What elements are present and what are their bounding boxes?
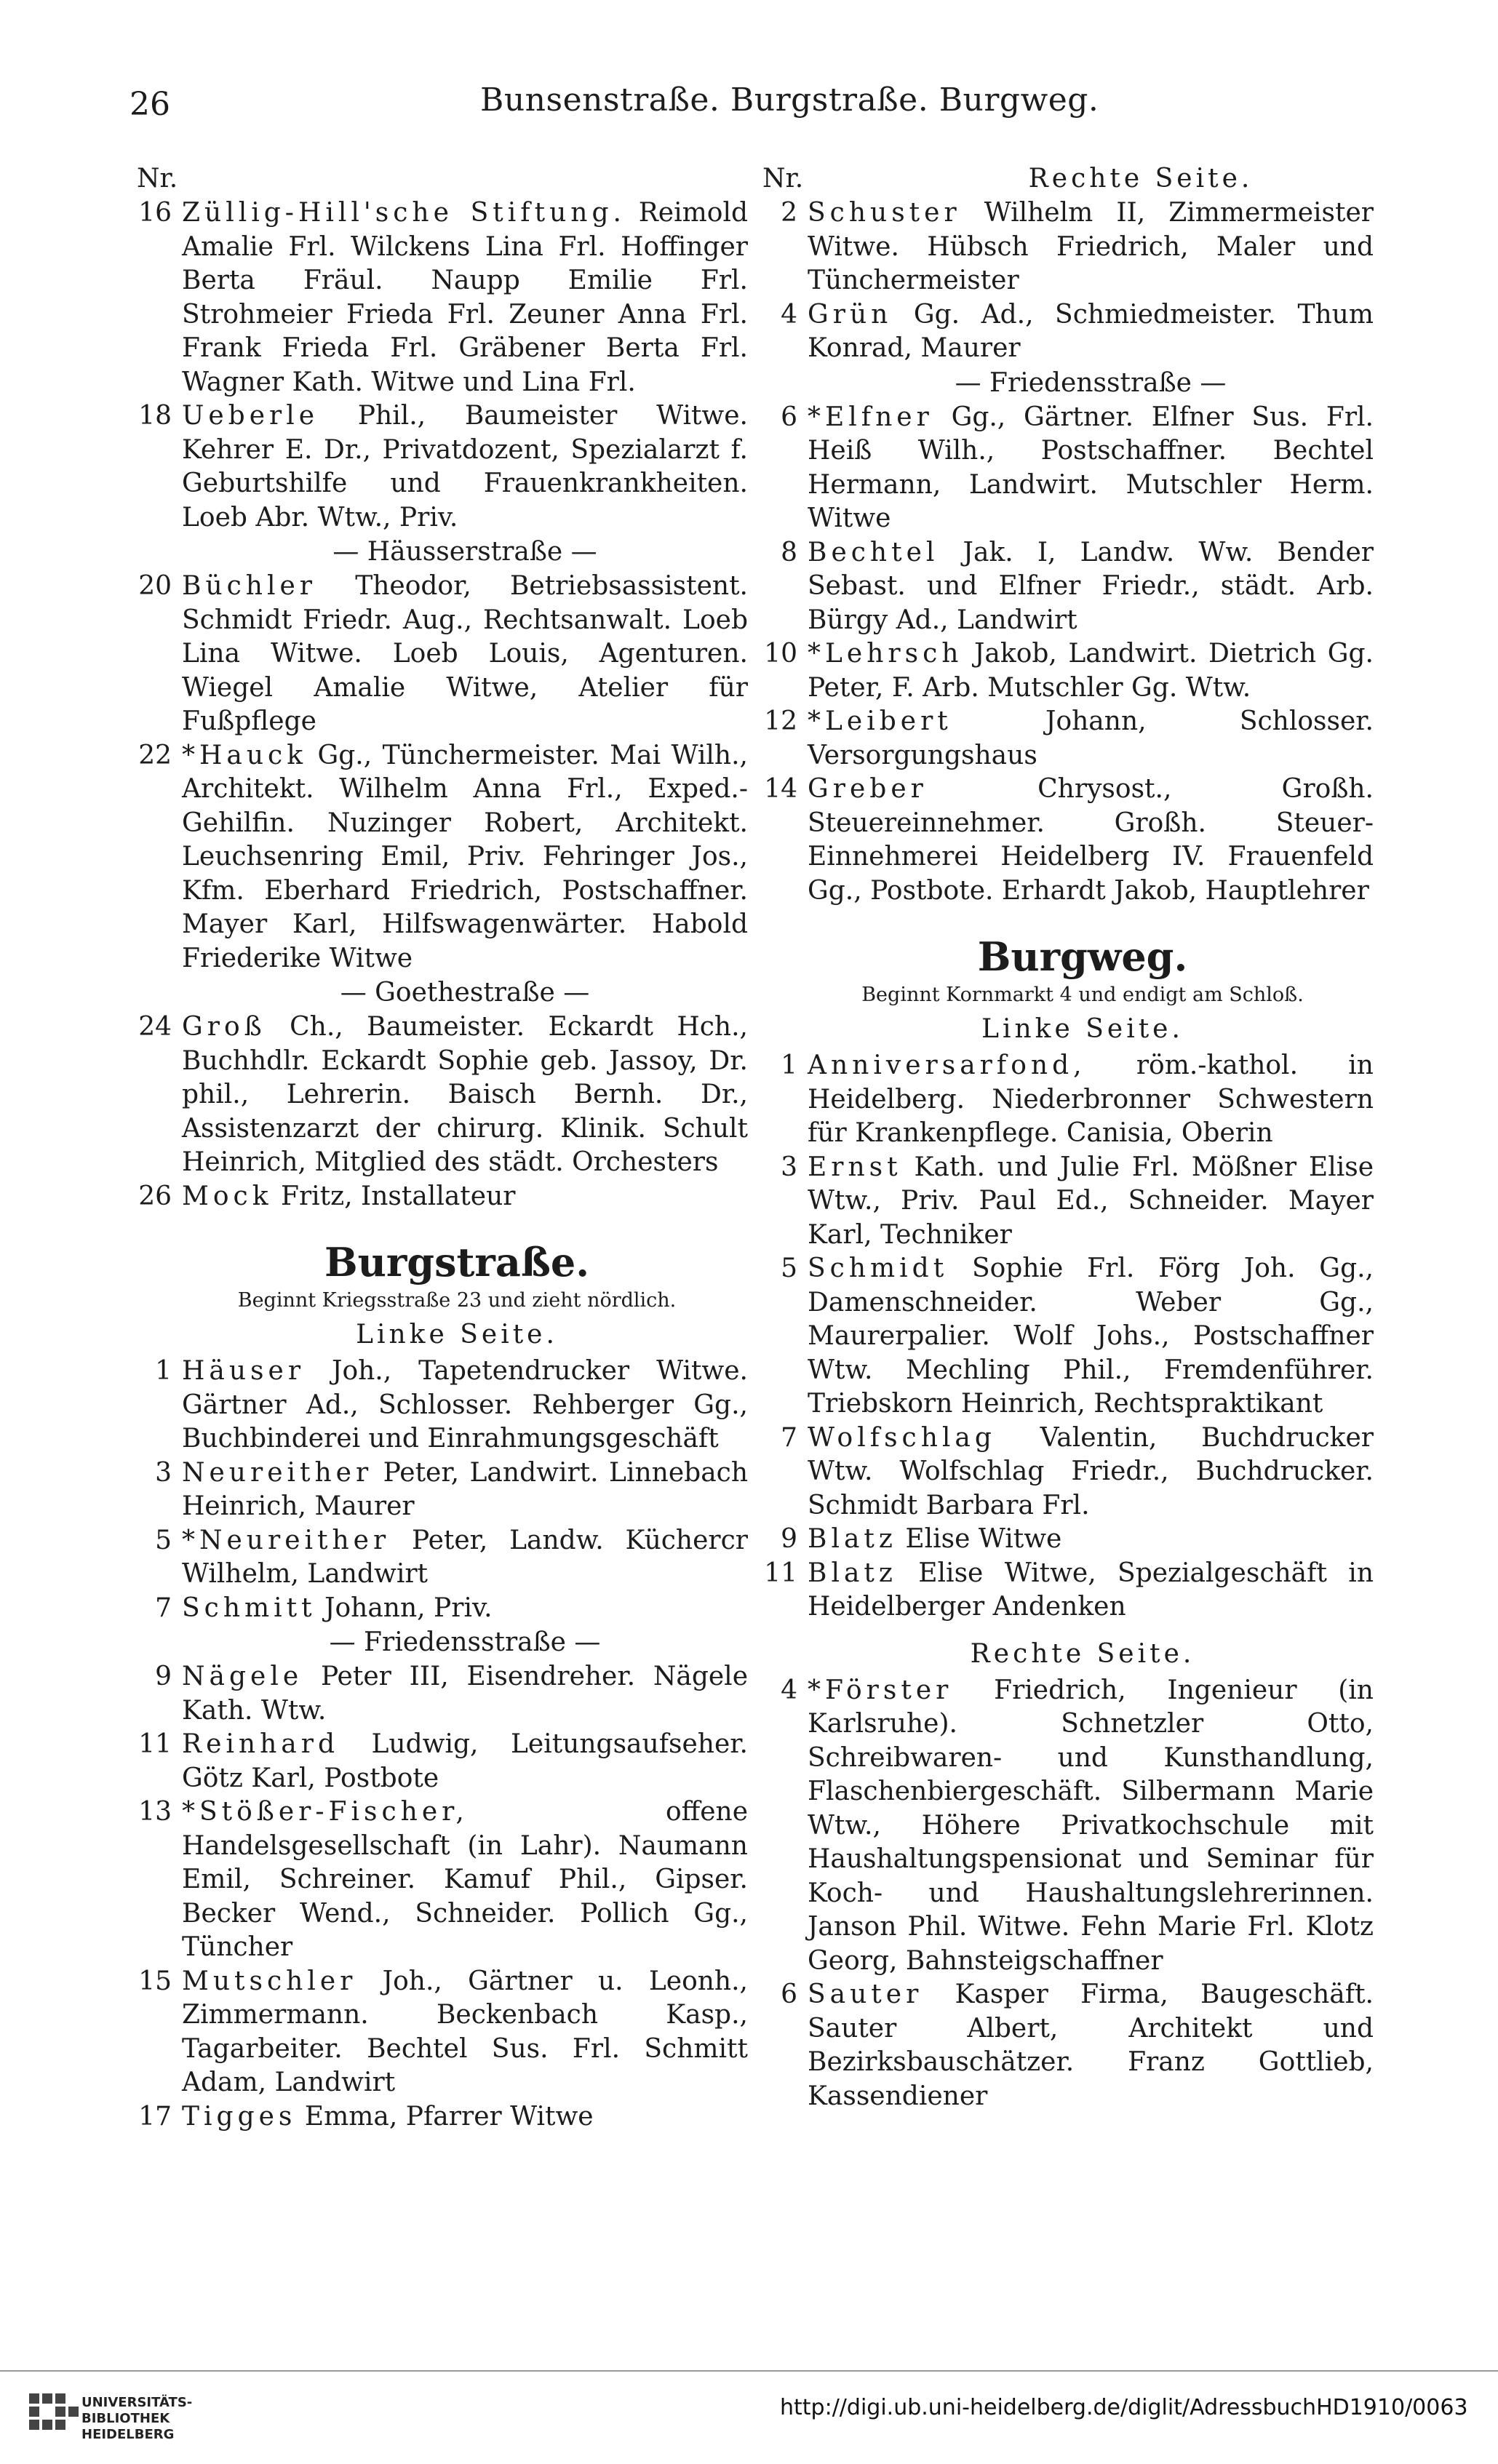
resident-details: Wilhelm II, Zimmermeister Witwe. Hübsch Friedrich, Maler und Tünchermeister: [808, 198, 1374, 295]
resident-details: Valentin, Buchdrucker Wtw. Wolfschlag Friedr., Buchdrucker. Schmidt Barbara Frl.: [808, 1422, 1374, 1520]
resident-name: *Stößer-Fischer,: [182, 1797, 469, 1827]
address-entry: [762, 1049, 1374, 1151]
resident-name: Tigges: [182, 2101, 297, 2132]
house-number: 5: [155, 1525, 172, 1555]
resident-details: Phil., Baumeister Witwe. Kehrer E. Dr., Privatdozent, Spezialarzt f. Geburtshilfe und Frauenkrankheiten. Loeb Abr. Wtw., Priv.: [182, 401, 748, 533]
street-title: Burgweg.: [977, 933, 1188, 980]
resident-name: Grün: [808, 299, 893, 330]
resident-details: Gg., Gärtner. Elfner Sus. Frl. Heiß Wilh., Postschaffner. Bechtel Hermann, Landwirt. Mutschler Herm. Witwe: [808, 402, 1374, 533]
resident-details: Peter, Landwirt. Linnebach Heinrich, Maurer: [182, 1457, 748, 1521]
entry-group: [762, 1674, 1374, 2114]
resident-name: *Hauck: [182, 740, 308, 770]
house-number: 18: [138, 401, 172, 431]
entry-group: [137, 1010, 748, 1213]
entry-group: [137, 1660, 748, 2134]
side-header: Rechte Seite.: [1028, 164, 1254, 194]
resident-details: Peter, Landw. Küchercr Wilhelm, Landwirt: [182, 1525, 748, 1589]
address-entry: [762, 298, 1374, 366]
address-entry: [762, 705, 1374, 773]
resident-details: Ludwig, Leitungsaufseher. Götz Karl, Postbote: [182, 1729, 748, 1793]
address-entry: [762, 1674, 1374, 1979]
resident-name: Mock: [182, 1181, 273, 1211]
nr-label: Nr.: [762, 164, 804, 194]
resident-name: *Lehrsch: [808, 639, 963, 669]
address-entry: [137, 1180, 748, 1214]
resident-name: Neureither: [182, 1457, 373, 1488]
resident-name: Blatz: [808, 1558, 897, 1588]
resident-details: Elise Witwe: [905, 1524, 1062, 1554]
library-name: [81, 2395, 192, 2443]
address-entry: [137, 1524, 748, 1592]
house-number: 24: [138, 1012, 172, 1042]
house-number: 9: [781, 1524, 797, 1554]
resident-name: Sauter: [808, 1979, 923, 2009]
house-number: 1: [781, 1050, 797, 1080]
resident-details: Elise Witwe, Spezialgeschäft in Heidelberger Andenken: [808, 1558, 1374, 1622]
resident-name: *Leibert: [808, 706, 952, 736]
footer-rule: [0, 2370, 1498, 2372]
resident-name: Schmidt: [808, 1253, 949, 1283]
resident-details: Friedrich, Ingenieur (in Karlsruhe). Schnetzler Otto, Schreibwaren- und Kunsthandlung, Flaschenbiergeschäft. Silbermann Marie Wtw., Höhere Privatkochschule mit Haushaltungspensionat und Seminar für Koch- und Haushaltungslehrerinnen. Janson Phil. Witwe. Fehn Marie Frl. Klotz Georg, Bahnsteigschaffner: [808, 1675, 1374, 1976]
address-entry: [762, 1557, 1374, 1624]
address-entry: [762, 401, 1374, 536]
address-entry: [762, 773, 1374, 908]
resident-name: Reinhard: [182, 1729, 340, 1759]
entry-group: [762, 1049, 1374, 1624]
resident-details: Joh., Tapetendrucker Witwe. Gärtner Ad., Schlosser. Rehberger Gg., Buchbinderei und Einrahmungsgeschäft: [182, 1356, 748, 1454]
resident-name: Ernst: [808, 1152, 902, 1182]
resident-details: Theodor, Betriebsassistent. Schmidt Friedr. Aug., Rechtsanwalt. Loeb Lina Witwe. Loeb Louis, Agenturen. Wiegel Amalie Witwe, Atelier für Fußpflege: [182, 571, 748, 736]
resident-details: offene Handelsgesellschaft (in Lahr). Naumann Emil, Schreiner. Kamuf Phil., Gipser. Becker Wend., Schneider. Pollich Gg., Tüncher: [182, 1797, 748, 1962]
resident-name: *Neureither: [182, 1525, 391, 1555]
resident-details: Chrysost., Großh. Steuereinnehmer. Großh. Steuer-Einnehmerei Heidelberg IV. Frauenfeld Gg., Postbote. Erhardt Jakob, Hauptlehrer: [808, 774, 1374, 906]
house-number: 11: [764, 1558, 797, 1588]
right-column: [762, 162, 1374, 2113]
resident-details: Kasper Firma, Baugeschäft. Sauter Albert, Architekt und Bezirksbauschätzer. Franz Gottlieb, Kassendiener: [808, 1979, 1374, 2111]
house-number: 8: [781, 537, 797, 567]
address-entry: [762, 1422, 1374, 1523]
house-number: 2: [781, 198, 797, 228]
library-name-line: UNIVERSITÄTS-: [81, 2395, 193, 2410]
address-entry: [137, 1592, 748, 1626]
resident-details: Johann, Schlosser. Versorgungshaus: [808, 706, 1374, 770]
house-number: 3: [781, 1152, 797, 1182]
address-entry: [137, 739, 748, 976]
entry-group: [137, 196, 748, 535]
house-number: 14: [764, 774, 797, 804]
address-entry: [762, 637, 1374, 705]
house-number: 6: [781, 402, 797, 432]
resident-details: Reimold Amalie Frl. Wilckens Lina Frl. Hoffinger Berta Fräul. Naupp Emilie Frl. Strohmeier Frieda Frl. Zeuner Anna Frl. Frank Frieda Frl. Gräbener Berta Frl. Wagner Kath. Witwe und Lina Frl.: [182, 198, 748, 397]
running-header: Bunsenstraße. Burgstraße. Burgweg.: [480, 81, 1099, 119]
address-entry: [137, 2100, 748, 2134]
entry-group: [137, 1355, 748, 1625]
resident-details: röm.-kathol. in Heidelberg. Niederbronner Schwestern für Krankenpflege. Canisia, Oberin: [808, 1050, 1374, 1148]
cross-street: — Friedensstraße —: [955, 367, 1227, 398]
resident-details: Gg. Ad., Schmiedmeister. Thum Konrad, Maurer: [808, 299, 1374, 363]
library-name-line: BIBLIOTHEK: [81, 2411, 170, 2426]
library-name-line: HEIDELBERG: [81, 2427, 175, 2442]
address-entry: [762, 1978, 1374, 2113]
house-number: 7: [781, 1422, 797, 1453]
resident-name: Blatz: [808, 1524, 897, 1554]
address-entry: [137, 1728, 748, 1795]
address-entry: [137, 1795, 748, 1965]
street-title: Burgstraße.: [324, 1239, 590, 1285]
address-entry: [762, 1151, 1374, 1253]
resident-details: Fritz, Installateur: [280, 1181, 516, 1211]
address-entry: [762, 1252, 1374, 1422]
address-entry: [137, 570, 748, 739]
resident-name: *Elfner: [808, 402, 933, 432]
entry-group: [137, 570, 748, 976]
house-number: 1: [155, 1356, 172, 1386]
cross-street: — Goethestraße —: [340, 978, 590, 1008]
house-number: 20: [138, 571, 172, 601]
resident-details: Peter III, Eisendreher. Nägele Kath. Wtw.: [182, 1662, 748, 1726]
resident-name: Schmitt: [182, 1592, 316, 1623]
side-label: Linke Seite.: [981, 1014, 1184, 1044]
entry-group: [762, 196, 1374, 366]
resident-details: Joh., Gärtner u. Leonh., Zimmermann. Beckenbach Kasp., Tagarbeiter. Bechtel Sus. Frl. Schmitt Adam, Landwirt: [182, 1966, 749, 2097]
address-entry: [762, 536, 1374, 638]
resident-name: Ueberle: [182, 401, 319, 431]
page-number: 26: [130, 86, 170, 123]
resident-name: Schuster: [808, 198, 961, 228]
address-entry: [137, 399, 748, 535]
house-number: 15: [138, 1966, 172, 1996]
resident-details: Emma, Pfarrer Witwe: [304, 2101, 594, 2132]
resident-details: Sophie Frl. Förg Joh. Gg., Damenschneider. Weber Gg., Maurerpalier. Wolf Johs., Postschaffner Wtw. Mechling Phil., Fremdenführer. Triebskorn Heinrich, Rechtspraktikant: [808, 1253, 1374, 1419]
side-label: Linke Seite.: [356, 1320, 558, 1349]
resident-details: Jak. I, Landw. Ww. Bender Sebast. und Elfner Friedr., städt. Arb. Bürgy Ad., Landwirt: [808, 537, 1374, 635]
house-number: 22: [138, 740, 172, 770]
house-number: 12: [764, 706, 797, 736]
resident-name: *Förster: [808, 1675, 953, 1705]
house-number: 7: [155, 1592, 172, 1623]
resident-details: Gg., Tünchermeister. Mai Wilh., Architekt. Wilhelm Anna Frl., Exped.-Gehilfin. Nuzinger Robert, Architekt. Leuchsenring Emil, Priv. Fehringer Jos., Kfm. Eberhard Friedrich, Postschaffner. Mayer Karl, Hilfswagenwärter. Habold Friederike Witwe: [182, 740, 749, 973]
address-entry: [762, 196, 1374, 298]
resident-name: Anniversarfond,: [808, 1050, 1086, 1080]
resident-details: Jakob, Landwirt. Dietrich Gg. Peter, F. Arb. Mutschler Gg. Wtw.: [808, 639, 1374, 703]
source-url-link[interactable]: http://digi.ub.uni-heidelberg.de/diglit/AdressbuchHD1910/0063: [780, 2395, 1468, 2420]
house-number: 6: [781, 1979, 797, 2009]
house-number: 5: [781, 1253, 797, 1283]
address-entry: [137, 196, 748, 399]
address-entry: [137, 1355, 748, 1456]
resident-name: Häuser: [182, 1356, 306, 1386]
resident-details: Kath. und Julie Frl. Mößner Elise Wtw., Priv. Paul Ed., Schneider. Mayer Karl, Techniker: [808, 1152, 1374, 1250]
address-entry: [137, 1660, 748, 1728]
resident-name: Greber: [808, 774, 928, 804]
cross-street: — Friedensstraße —: [329, 1627, 601, 1657]
resident-details: Johann, Priv.: [324, 1592, 493, 1623]
address-entry: [762, 1523, 1374, 1557]
street-subtitle: Beginnt Kriegsstraße 23 und zieht nördlich.: [237, 1289, 677, 1312]
house-number: 3: [155, 1457, 172, 1488]
cross-street: — Häusserstraße —: [332, 537, 597, 567]
side-label: Rechte Seite.: [970, 1638, 1195, 1669]
resident-name: Groß: [182, 1012, 266, 1042]
address-entry: [137, 1965, 748, 2100]
house-number: 17: [138, 2101, 172, 2132]
house-number: 16: [138, 198, 172, 228]
resident-name: Büchler: [182, 571, 317, 601]
resident-name: Wolfschlag: [808, 1422, 996, 1453]
house-number: 13: [138, 1797, 172, 1827]
resident-name: Mutschler: [182, 1966, 357, 1996]
house-number: 10: [764, 639, 797, 669]
left-column: [137, 162, 748, 2134]
house-number: 9: [155, 1662, 172, 1691]
resident-name: Züllig-Hill'sche Stiftung.: [182, 198, 626, 228]
street-subtitle: Beginnt Kornmarkt 4 und endigt am Schloß.: [861, 984, 1304, 1006]
address-entry: [137, 1010, 748, 1180]
house-number: 4: [781, 299, 797, 330]
resident-details: Ch., Baumeister. Eckardt Hch., Buchhdlr. Eckardt Sophie geb. Jassoy, Dr. phil., Lehrerin. Baisch Bernh. Dr., Assistenzarzt der chirurg. Klinik. Schult Heinrich, Mitglied des städt. Orchesters: [182, 1012, 748, 1177]
house-number: 26: [138, 1181, 172, 1211]
address-entry: [137, 1456, 748, 1524]
house-number: 11: [138, 1729, 172, 1759]
house-number: 4: [781, 1675, 797, 1705]
resident-name: Bechtel: [808, 537, 939, 567]
resident-name: Nägele: [182, 1662, 303, 1691]
nr-label: Nr.: [137, 164, 178, 194]
entry-group: [762, 401, 1374, 909]
